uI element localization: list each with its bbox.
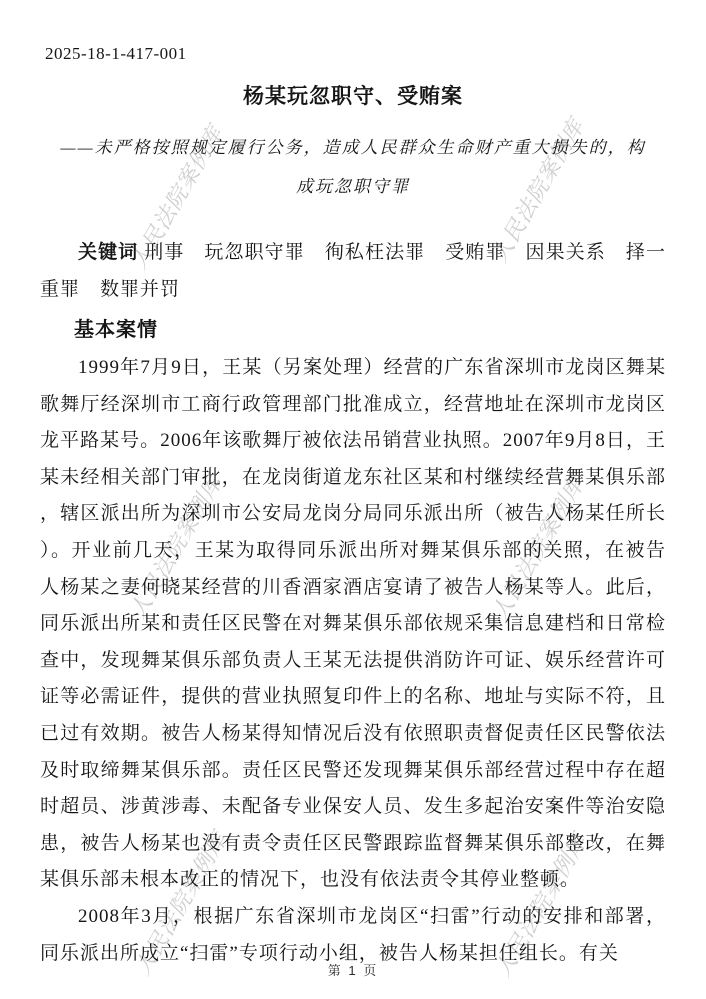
watermark-text: 人民法院案例库	[129, 827, 232, 980]
case-subtitle: ——未严格按照规定履行公务，造成人民群众生命财产重大损失的，构成玩忽职守罪	[60, 138, 646, 196]
watermark-text: 人民法院案例库	[124, 470, 227, 623]
watermark-text: 人民法院案例库	[125, 121, 228, 274]
watermark-text: 人民法院案例库	[486, 114, 589, 267]
watermark-text: 人民法院案例库	[489, 829, 592, 982]
page-number: 第 1 页	[327, 963, 379, 978]
keywords-items: 刑事 玩忽职守罪 徇私枉法罪 受贿罪 因果关系 择一重罪 数罪并罚	[40, 242, 666, 300]
case-number: 2025-18-1-417-001	[45, 44, 187, 63]
paragraph-1: 1999年7月9日，王某（另案处理）经营的广东省深圳市龙岗区舞某歌舞厅经深圳市工商行政管理部门批准成立，经营地址在深圳市龙岗区龙平路某号。2006年该歌舞厅被依法吊销营业执照。2007年9月8日，王某未经相关部门审批，在龙岗街道龙东社区某和村继续经营舞某俱乐部，辖区派出所为深圳市公安局龙岗分局同乐派出所（被告人杨某任所长）。开业前几天，王某为取得同乐派出所对舞某俱乐部的关照，在被告人杨某之妻何晓某经营的川香酒家酒店宴请了被告人杨某等人。此后，同乐派出所某和责任区民警在对舞某俱乐部依规采集信息建档和日常检查中，发现舞某俱乐部负责人王某无法提供消防许可证、娱乐经营许可证等必需证件，提供的营业执照复印件上的名称、地址与实际不符，且已过有效期。被告人杨某得知情况后没有依照职责督促责任区民警依法及时取缔舞某俱乐部。责任区民警还发现舞某俱乐部经营过程中存在超时超员、涉黄涉毒、未配备专业保安人员、发生多起治安案件等治安隐患，被告人杨某也没有责令责任区民警跟踪监督舞某俱乐部整改，在舞某俱乐部未根本改正的情况下，也没有依法责令其停业整顿。	[40, 357, 666, 891]
keywords-line	[40, 234, 666, 308]
case-title: 杨某玩忽职守、受贿案	[243, 84, 463, 108]
paragraph-2: 2008年3月，根据广东省深圳市龙岗区“扫雷”行动的安排和部署，同乐派出所成立“扫雷”专项行动小组，被告人杨某担任组长。有关	[40, 905, 666, 964]
watermark-text: 人民法院案例库	[486, 472, 589, 625]
section-heading-basic-facts: 基本案情	[74, 319, 158, 341]
keywords-label: 关键词	[78, 242, 139, 263]
